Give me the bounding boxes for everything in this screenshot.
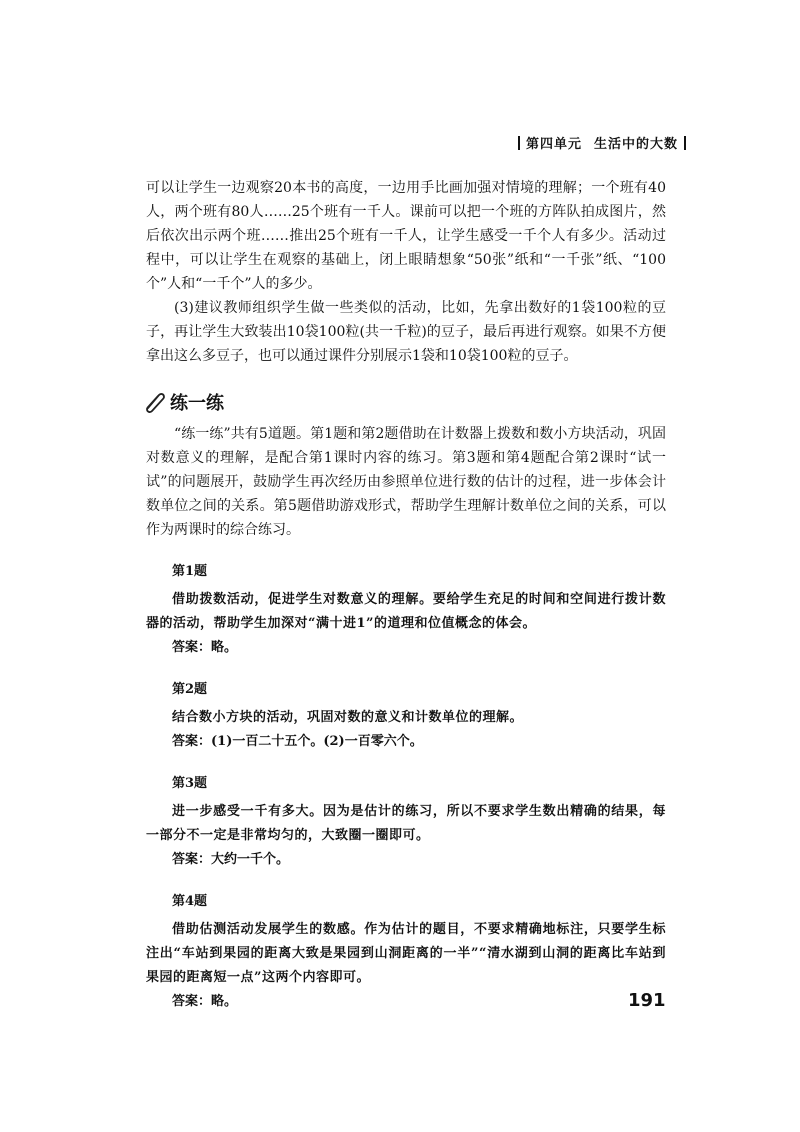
section-intro: “练一练”共有5道题。第1题和第2题借助在计数器上拨数和数小方块活动，巩固对数意义的理解，是配合第1课时内容的练习。第3题和第4题配合第2课时“试一试”的问题展开，鼓励学生再次经历由参照单位进行数的估计的过程，进一步体会计数单位之间的关系。第5题借助游戏形式，帮助学生理解计数单位之间的关系，可以作为两课时的综合练习。 — [146, 426, 666, 538]
running-header — [512, 133, 692, 152]
question-body: 借助拨数活动，促进学生对数意义的理解。要给学生充足的时间和空间进行拨计数器的活动，帮助学生加深对“满十进1”的道理和位值概念的体会。 — [146, 592, 666, 631]
question-body: 借助估测活动发展学生的数感。作为估计的题目，不要求精确地标注，只要学生标注出“车站到果园的距离大致是果园到山洞距离的一半”“清水湖到山洞的距离比车站到果园的距离短一点”这两个内容即可。 — [146, 922, 666, 985]
question-answer: 答案：(1)一百二十五个。(2)一百零六个。 — [172, 734, 423, 749]
question-body: 进一步感受一千有多大。因为是估计的练习，所以不要求学生数出精确的结果，每一部分不一定是非常均匀的，大致圈一圈即可。 — [146, 804, 666, 843]
header-title: 生活中的大数 — [593, 137, 678, 152]
question-answer: 答案：略。 — [172, 640, 238, 655]
header-right-bar — [684, 136, 686, 150]
question-2 — [146, 680, 666, 754]
question-title: 第1题 — [172, 564, 208, 579]
header-unit: 第四单元 — [525, 137, 582, 152]
paperclip-icon — [142, 390, 168, 414]
section-heading — [146, 388, 666, 416]
main-content — [146, 176, 666, 1014]
question-title: 第4题 — [172, 894, 208, 909]
question-body: 结合数小方块的活动，巩固对数的意义和计数单位的理解。 — [172, 710, 524, 725]
question-1 — [146, 562, 666, 660]
question-answer: 答案：略。 — [172, 994, 238, 1009]
section-title: 练一练 — [170, 393, 224, 414]
body-paragraph-1: 可以让学生一边观察20本书的高度，一边用手比画加强对情境的理解；一个班有40人，两个班有80人……25个班有一千人。课前可以把一个班的方阵队拍成图片，然后依次出示两个班……推出25个班有一千人，让学生感受一千个人有多少。活动过程中，可以让学生在观察的基础上，闭上眼睛想象“50张”纸和“一千张”纸、“100个”人和“一千个”人的多少。 — [146, 180, 666, 292]
header-left-bar — [518, 136, 520, 150]
question-title: 第2题 — [172, 682, 208, 697]
body-paragraph-2: (3)建议教师组织学生做一些类似的活动，比如，先拿出数好的1袋100粒的豆子，再让学生大致装出10袋100粒(共一千粒)的豆子，最后再进行观察。如果不方便拿出这么多豆子，也可以通过课件分别展示1袋和10袋100粒的豆子。 — [146, 300, 666, 364]
page-number: 191 — [628, 990, 666, 1011]
question-answer: 答案：大约一千个。 — [172, 852, 290, 867]
question-title: 第3题 — [172, 776, 208, 791]
question-3 — [146, 774, 666, 872]
question-4 — [146, 892, 666, 1014]
